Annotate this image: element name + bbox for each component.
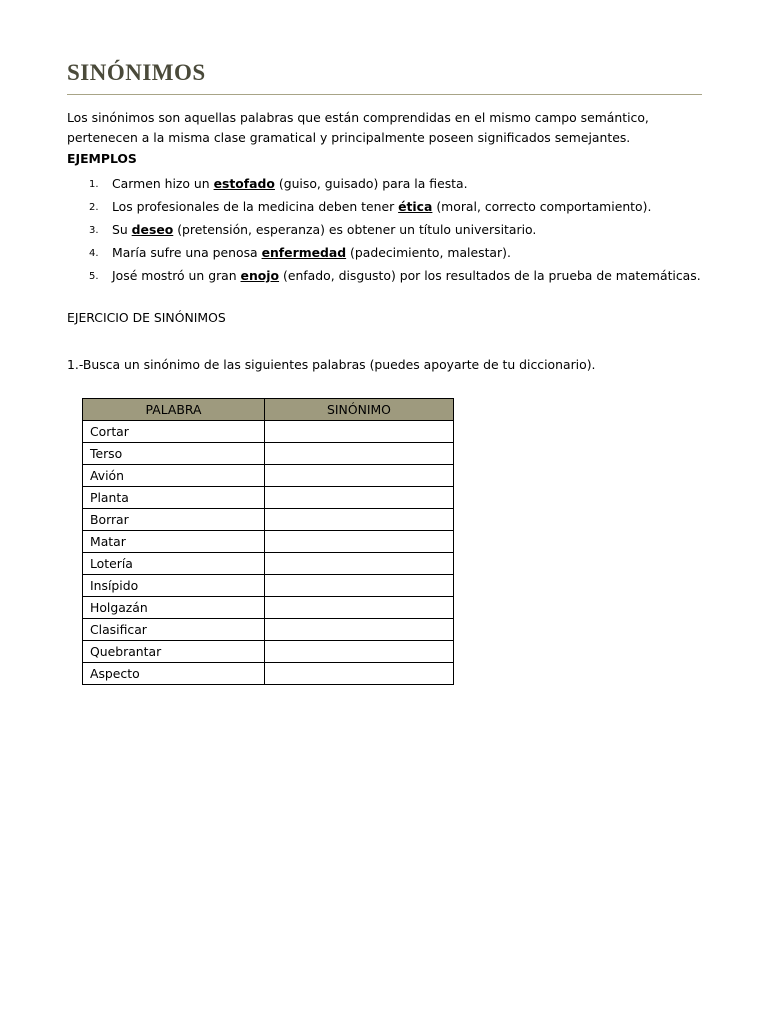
example-keyword: estofado [213,176,275,191]
exercise-instruction: 1.-Busca un sinónimo de las siguientes palabras (puedes apoyarte de tu diccionario). [67,357,596,372]
synonym-cell[interactable] [265,421,454,443]
word-cell: Matar [83,531,265,553]
word-cell: Terso [83,443,265,465]
table-row [83,465,454,487]
synonym-table [82,398,454,685]
intro-paragraph: Los sinónimos son aquellas palabras que están comprendidas en el mismo campo semántico, pertenecen a la misma clase gramatical y principalmente poseen significados semejantes. [67,110,649,145]
synonym-cell[interactable] [265,509,454,531]
word-cell: Borrar [83,509,265,531]
example-number: 4. [89,248,99,259]
example-keyword: deseo [131,222,174,237]
examples-heading: EJEMPLOS [67,151,137,166]
example-number: 1. [89,179,99,190]
header-palabra: PALABRA [83,399,265,421]
word-cell: Aspecto [83,663,265,685]
word-cell: Avión [83,465,265,487]
example-text-before: Su [112,222,132,237]
exercise-heading: EJERCICIO DE SINÓNIMOS [67,310,226,325]
table-row [83,553,454,575]
example-keyword: ética [398,199,433,214]
example-text-before: Carmen hizo un [112,176,214,191]
example-number: 5. [89,271,99,282]
synonym-cell[interactable] [265,597,454,619]
word-cell: Holgazán [83,597,265,619]
synonym-cell[interactable] [265,619,454,641]
example-text [112,243,511,263]
example-text-before: José mostró un gran [112,268,241,283]
examples-list [67,174,727,289]
example-text [112,197,651,217]
example-text-before: María sufre una penosa [112,245,262,260]
table-row [83,663,454,685]
example-keyword: enojo [240,268,280,283]
example-text-after: (guiso, guisado) para la fiesta. [274,176,468,191]
example-text [112,266,701,286]
word-cell: Planta [83,487,265,509]
table-row [83,421,454,443]
table-row [83,575,454,597]
example-number: 2. [89,202,99,213]
example-item [67,197,727,220]
synonym-cell[interactable] [265,465,454,487]
word-cell: Clasificar [83,619,265,641]
table-row [83,509,454,531]
example-keyword: enfermedad [261,245,347,260]
word-cell: Insípido [83,575,265,597]
table-row [83,487,454,509]
example-text-after: (moral, correcto comportamiento). [432,199,652,214]
example-text-before: Los profesionales de la medicina deben tener [112,199,399,214]
synonym-cell[interactable] [265,487,454,509]
synonym-cell[interactable] [265,531,454,553]
example-item [67,266,727,289]
example-number: 3. [89,225,99,236]
synonym-cell[interactable] [265,443,454,465]
example-text [112,174,468,194]
word-cell: Quebrantar [83,641,265,663]
example-text-after: (pretensión, esperanza) es obtener un título universitario. [173,222,537,237]
header-sinonimo: SINÓNIMO [265,399,454,421]
synonym-cell[interactable] [265,663,454,685]
table-row [83,443,454,465]
example-item [67,220,727,243]
example-item [67,243,727,266]
table-row [83,619,454,641]
word-cell: Lotería [83,553,265,575]
example-text [112,220,536,240]
word-cell: Cortar [83,421,265,443]
synonym-cell[interactable] [265,575,454,597]
synonym-cell[interactable] [265,553,454,575]
example-item [67,174,727,197]
page-title: SINÓNIMOS [67,60,206,85]
synonym-cell[interactable] [265,641,454,663]
table-header-row [83,399,454,421]
table-row [83,597,454,619]
table-row [83,531,454,553]
table-row [83,641,454,663]
example-text-after: (enfado, disgusto) por los resultados de la prueba de matemáticas. [279,268,701,283]
example-text-after: (padecimiento, malestar). [346,245,511,260]
title-divider [67,94,702,95]
